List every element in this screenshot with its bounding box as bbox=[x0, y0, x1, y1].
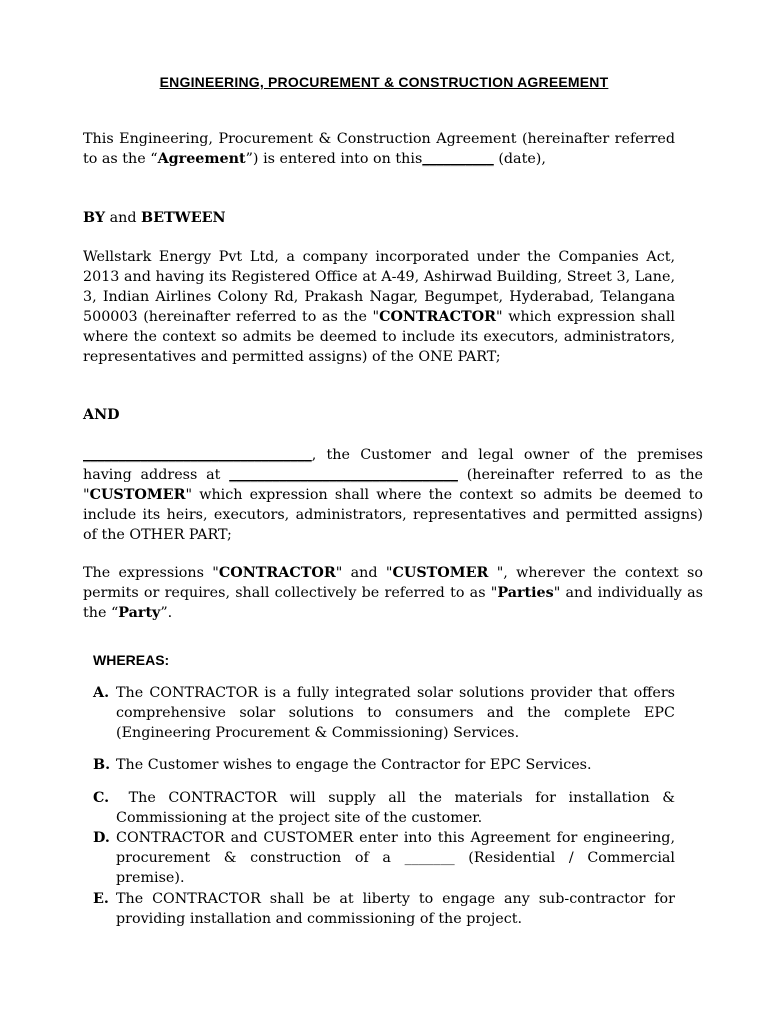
intro-text-3: (date), bbox=[498, 151, 546, 167]
recital-label: B. bbox=[93, 757, 111, 773]
contractor-paragraph bbox=[83, 247, 675, 367]
intro-text-1: This Engineering, Procurement & Construction Agreement (hereinafter referred to as the bbox=[83, 131, 675, 167]
contractor-text-1: Wellstark Energy Pvt Ltd, a company incorporated under the Companies Act, 2013 and having its Registered Office at A-49, Ashirwad Building, Street 3, Lane, 3, Indian Airlines Colony Rd, Prakash Nagar, Begumpet, Hyderabad, Telangana 500003 (hereinafter referred to as the " bbox=[83, 249, 675, 325]
address-blank: ________________________________ bbox=[229, 467, 458, 483]
recital-label: C. bbox=[93, 790, 110, 806]
recital-text: The CONTRACTOR is a fully integrated solar solutions provider that offers comprehensive solar solutions to consumers and the complete EPC (Engineering Procurement & Commissioning) Services. bbox=[116, 685, 675, 741]
contractor-term: CONTRACTOR bbox=[379, 309, 497, 325]
expr-text-1: The expressions " bbox=[83, 565, 219, 581]
customer-paragraph bbox=[83, 445, 703, 545]
and-label: AND bbox=[83, 407, 120, 423]
recital-item-d bbox=[93, 828, 675, 888]
customer-term: CUSTOMER bbox=[89, 487, 186, 503]
customer-name-blank: ________________________________ bbox=[83, 447, 312, 463]
recital-item-e bbox=[93, 889, 675, 929]
recital-label: D. bbox=[93, 830, 110, 846]
recital-item-b bbox=[93, 755, 675, 775]
recital-text: The CONTRACTOR will supply all the materials for installation & Commissioning at the project site of the customer. bbox=[116, 790, 680, 826]
expr-contractor-term: CONTRACTOR bbox=[218, 565, 336, 581]
recital-text: CONTRACTOR and CUSTOMER enter into this Agreement for engineering, procurement & construction of a _______ (Residential / Commercial premise). bbox=[116, 830, 675, 886]
customer-text-2: (hereinafter referred to as the " bbox=[83, 467, 704, 503]
date-blank: __________ bbox=[422, 151, 494, 167]
and-word: and bbox=[109, 210, 137, 226]
recital-item-c bbox=[93, 788, 680, 828]
recital-text: The CONTRACTOR shall be at liberty to engage any sub-contractor for providing installation and commissioning of the project. bbox=[116, 891, 675, 927]
whereas-heading: WHEREAS: bbox=[93, 652, 170, 668]
parties-term: Parties bbox=[497, 585, 554, 601]
intro-text-2: is entered into on this bbox=[263, 151, 423, 167]
expressions-paragraph bbox=[83, 563, 703, 623]
customer-text-3: " which expression shall where the context so admits be deemed to include its heirs, executors, administrators, representatives and permitted assigns) of the OTHER PART; bbox=[83, 487, 703, 543]
by-label: BY bbox=[83, 210, 106, 226]
recital-label: E. bbox=[93, 891, 109, 907]
recital-text: The Customer wishes to engage the Contractor for EPC Services. bbox=[116, 757, 592, 773]
recital-label: A. bbox=[93, 685, 110, 701]
expr-text-5: ”. bbox=[160, 605, 173, 621]
by-between-line bbox=[83, 208, 675, 228]
party-term: Party bbox=[118, 605, 161, 621]
between-label: BETWEEN bbox=[141, 210, 226, 226]
contractor-text-2: " which expression shall where the context so admits be deemed to include its executors, administrators, representatives and permitted assigns) of the ONE PART; bbox=[83, 309, 675, 365]
agreement-term: Agreement bbox=[157, 151, 246, 167]
recital-item-a bbox=[93, 683, 675, 743]
intro-close-quote: ”) bbox=[245, 151, 259, 167]
intro-open-quote: “ bbox=[150, 151, 158, 167]
document-title: ENGINEERING, PROCUREMENT & CONSTRUCTION AGREEMENT bbox=[159, 74, 609, 90]
expr-customer-term: CUSTOMER bbox=[392, 565, 489, 581]
expr-text-4: " and individually as the “ bbox=[83, 585, 703, 621]
expr-text-2: " and " bbox=[335, 565, 393, 581]
intro-paragraph bbox=[83, 129, 675, 169]
expr-text-3: ", wherever the context so permits or requires, shall collectively be referred to as " bbox=[83, 565, 703, 601]
customer-text-1: , the Customer and legal owner of the premises having address at bbox=[83, 447, 703, 483]
